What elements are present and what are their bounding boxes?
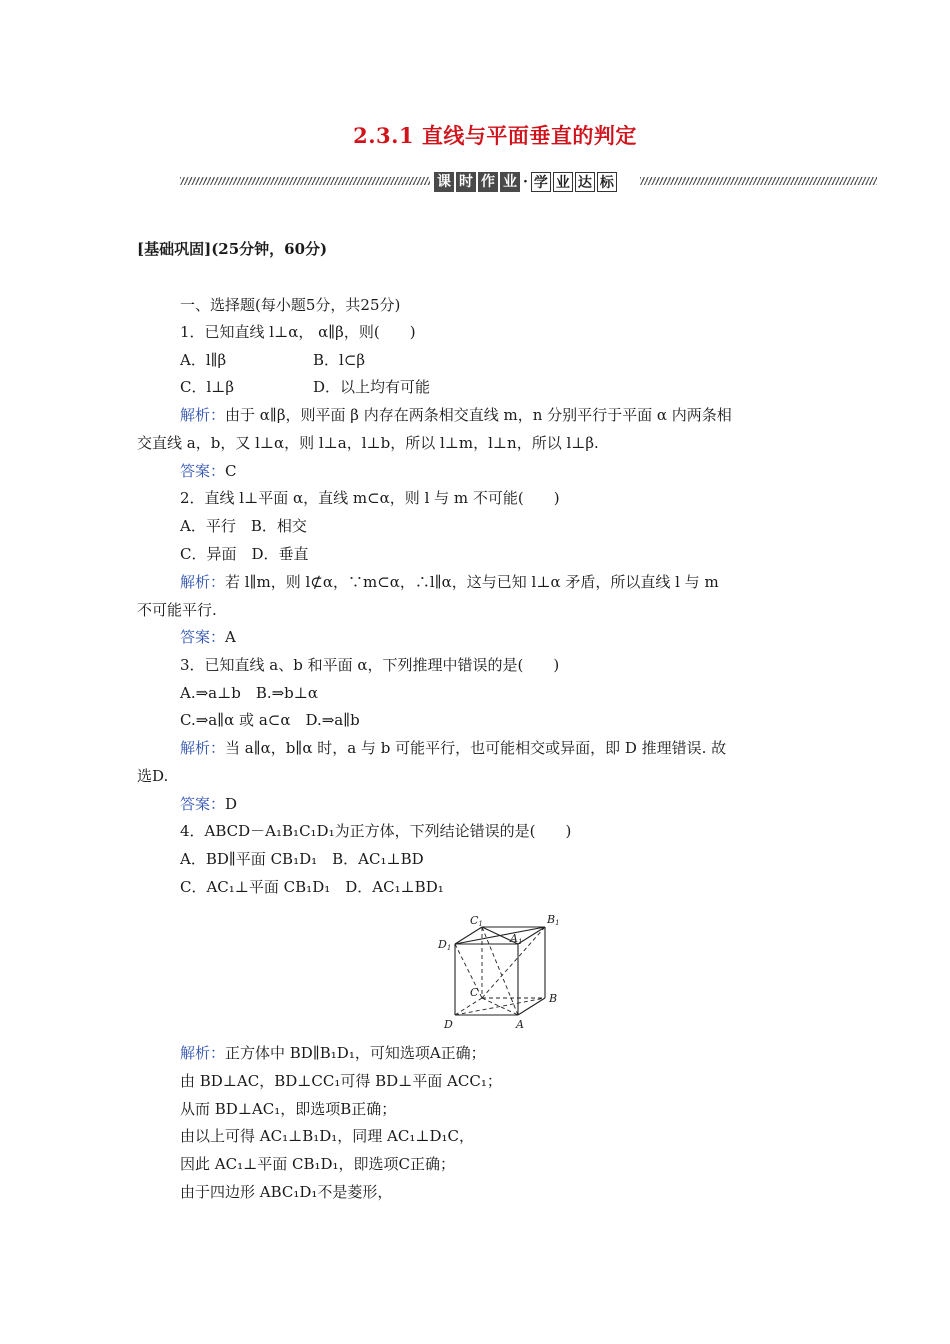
banner-badge: 标 bbox=[597, 172, 617, 192]
analysis-text: 由于四边形 ABC₁D₁不是菱形， bbox=[180, 1183, 393, 1201]
vertex-label: B1 bbox=[547, 913, 560, 927]
options-ab: A．平行 B．相交 bbox=[180, 517, 307, 535]
answer-line bbox=[180, 627, 236, 647]
banner-badge: 学 bbox=[531, 172, 551, 192]
analysis-text: 由于 α∥β，则平面 β 内存在两条相交直线 m，n 分别平行于平面 α 内两条相 bbox=[225, 406, 732, 424]
answer-label: 答案： bbox=[180, 462, 226, 480]
option-a: A．l∥β bbox=[180, 351, 227, 369]
answer-value: C bbox=[225, 462, 237, 480]
banner-dot: · bbox=[523, 174, 528, 190]
analysis-text: 不可能平行. bbox=[137, 601, 217, 619]
vertex-label: A bbox=[516, 1018, 524, 1031]
question-stem: 2．直线 l⊥平面 α，直线 m⊂α，则 l 与 m 不可能( ) bbox=[180, 489, 560, 507]
options-cd: C．AC₁⊥平面 CB₁D₁ D．AC₁⊥BD₁ bbox=[180, 878, 444, 896]
options-ab: A．BD∥平面 CB₁D₁ B．AC₁⊥BD bbox=[180, 850, 424, 868]
analysis-text: 由 BD⊥AC，BD⊥CC₁可得 BD⊥平面 ACC₁； bbox=[180, 1072, 502, 1090]
answer-label: 答案： bbox=[180, 628, 226, 646]
part-title: 一、选择题(每小题5分，共25分) bbox=[180, 296, 401, 314]
section-header: [基础巩固](25分钟，60分) bbox=[137, 240, 328, 258]
cube-figure bbox=[430, 912, 570, 1037]
answer-line bbox=[180, 461, 237, 481]
analysis-label: 解析： bbox=[180, 1044, 226, 1062]
option-c: C．l⊥β bbox=[180, 378, 235, 396]
vertex-label: C1 bbox=[470, 914, 483, 928]
analysis-label: 解析： bbox=[180, 406, 226, 424]
analysis-line bbox=[180, 572, 719, 592]
banner-badge: 课 bbox=[434, 172, 454, 192]
answer-line bbox=[180, 794, 237, 814]
question-stem: 4．ABCD－A₁B₁C₁D₁为正方体，下列结论错误的是( ) bbox=[180, 822, 572, 840]
vertex-label: D1 bbox=[438, 938, 452, 952]
analysis-text: 若 l∥m，则 l⊄α，∵m⊂α，∴l∥α，这与已知 l⊥α 矛盾，所以直线 l 与 m bbox=[225, 573, 719, 591]
banner-badge: 业 bbox=[500, 172, 520, 192]
vertex-label: D bbox=[444, 1018, 453, 1031]
analysis-label: 解析： bbox=[180, 573, 226, 591]
analysis-text: 正方体中 BD∥B₁D₁，可知选项A正确； bbox=[225, 1044, 486, 1062]
answer-value: D bbox=[225, 795, 238, 813]
analysis-line bbox=[180, 405, 732, 425]
banner-badge: 时 bbox=[456, 172, 476, 192]
question-stem: 3．已知直线 a、b 和平面 α，下列推理中错误的是( ) bbox=[180, 656, 560, 674]
question-stem: 1．已知直线 l⊥α， α∥β，则( ) bbox=[180, 323, 416, 341]
answer-label: 答案： bbox=[180, 795, 226, 813]
page-title: 2.3.1 直线与平面垂直的判定 bbox=[353, 123, 637, 148]
analysis-text: 由以上可得 AC₁⊥B₁D₁，同理 AC₁⊥D₁C， bbox=[180, 1127, 474, 1145]
analysis-text: 当 a∥α，b∥α 时，a 与 b 可能平行，也可能相交或异面，即 D 推理错误. 故 bbox=[225, 739, 727, 757]
options-ab: A.⇒a⊥b B.⇒b⊥α bbox=[180, 684, 319, 702]
analysis-text: 因此 AC₁⊥平面 CB₁D₁，即选项C正确； bbox=[180, 1155, 455, 1173]
option-d: D．以上均有可能 bbox=[313, 378, 431, 396]
banner-badge: 业 bbox=[553, 172, 573, 192]
option-b: B．l⊂β bbox=[313, 351, 366, 369]
vertex-label: C bbox=[470, 986, 479, 999]
analysis-line bbox=[180, 738, 726, 758]
analysis-label: 解析： bbox=[180, 739, 226, 757]
analysis-line bbox=[180, 1043, 486, 1063]
analysis-text: 选D. bbox=[137, 767, 169, 785]
banner-badge: 达 bbox=[575, 172, 595, 192]
banner-badge: 作 bbox=[478, 172, 498, 192]
hidden-edge bbox=[455, 998, 482, 1015]
options-cd: C．异面 D．垂直 bbox=[180, 545, 309, 563]
vertex-label: A1 bbox=[510, 932, 523, 946]
analysis-text: 交直线 a，b，又 l⊥α，则 l⊥a，l⊥b，所以 l⊥m，l⊥n，所以 l⊥β. bbox=[137, 434, 599, 452]
options-cd: C.⇒a∥α 或 a⊂α D.⇒a∥b bbox=[180, 711, 360, 729]
vertex-label: B bbox=[549, 992, 558, 1005]
answer-value: A bbox=[225, 628, 236, 646]
analysis-text: 从而 BD⊥AC₁，即选项B正确； bbox=[180, 1100, 397, 1118]
